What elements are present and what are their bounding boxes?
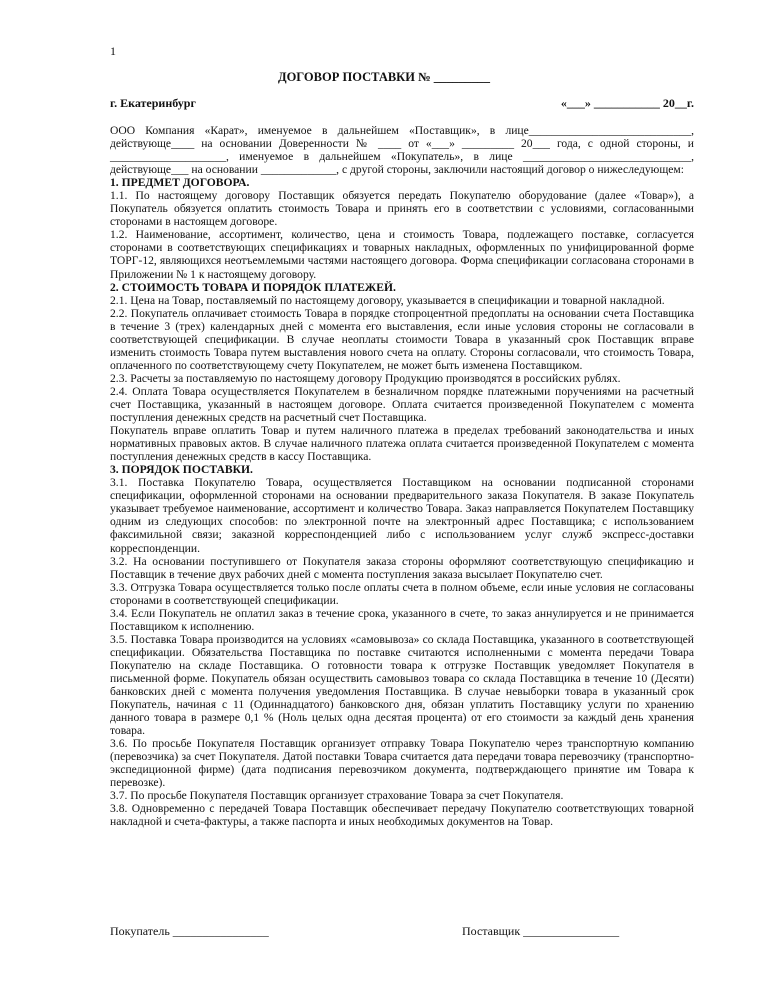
clause: 3.1. Поставка Покупателю Товара, осуществляется Поставщиком на основании подписанной сторонами спецификации, оформленной сторонами на основании предварительного заказа Покупателя. В заказе Покупатель указывает требуемое наименование, ассортимент и количество Товара. Заказ направляется Покупателем Поставщику одним из следующих способов: по электронной почте на электронный адрес Поставщика; с использованием факсимильной связи; заказной корреспонденцией либо с использованием услуг служб экспресс-доставки корреспонденции. bbox=[110, 476, 694, 555]
section-heading: 3. ПОРЯДОК ПОСТАВКИ. bbox=[110, 463, 253, 477]
clause: 1.1. По настоящему договору Поставщик обязуется передать Покупателю оборудование (далее «Товар»), а Покупатель обязуется оплатить стоимость Товара и принять его в соответствии с условиями, согласованными сторонами в настоящем договоре. bbox=[110, 189, 694, 229]
clause: 3.7. По просьбе Покупателя Поставщик организует страхование Товара за счет Покупателя. bbox=[110, 789, 564, 803]
clause: 2.1. Цена на Товар, поставляемый по настоящему договору, указывается в спецификации и товарной накладной. bbox=[110, 293, 665, 307]
contract-city: г. Екатеринбург bbox=[110, 96, 196, 110]
document-title: ДОГОВОР ПОСТАВКИ № _________ bbox=[277, 70, 491, 84]
section-heading: 2. СТОИМОСТЬ ТОВАРА И ПОРЯДОК ПЛАТЕЖЕЙ. bbox=[110, 280, 396, 294]
supplier-signature: Поставщик ________________ bbox=[462, 924, 620, 938]
clause: 1.2. Наименование, ассортимент, количество, цена и стоимость Товара, подлежащего поставке, согласуется сторонами в соответствующих спецификациях и товарных накладных, оформленных по унифицированной форме ТОРГ-12, являющихся неотъемлемыми частями настоящего договора. Форма спецификации согласована сторонами в Приложении № 1 к настоящему договору. bbox=[110, 228, 694, 281]
clause: 3.8. Одновременно с передачей Товара Поставщик обеспечивает передачу Покупателю соответствующих товарной накладной и счета-фактуры, а также паспорта и иных необходимых документов на Товар. bbox=[110, 802, 694, 829]
clause: Покупатель вправе оплатить Товар и путем наличного платежа в пределах требований законодательства и иных нормативных правовых актов. В случае наличного платежа оплата считается произведенной Покупателем с момента поступления денежных средств в кассу Поставщика. bbox=[110, 424, 694, 464]
section-heading: 1. ПРЕДМЕТ ДОГОВОРА. bbox=[110, 176, 250, 190]
clause: 3.5. Поставка Товара производится на условиях «самовывоза» со склада Поставщика, указанного в соответствующей спецификации. Обязательства Поставщика по поставке считаются исполненными с момента передачи Товара Покупателю на складе Поставщика. О готовности товара к отгрузке Поставщик уведомляет Покупателя в письменной форме. Покупатель обязан осуществить самовывоз товара со склада Поставщика в течение 10 (Десяти) банковских дней с момента получения уведомления Поставщика. В случае невыборки товара в указанный срок Покупатель, начиная с 11 (Одиннадцатого) банковского дня, обязан уплатить Поставщику услуги по хранению данного товара в размере 0,1 % (Ноль целых одна десятая процента) от его стоимости за каждый день хранения товара. bbox=[110, 632, 694, 738]
document-body bbox=[110, 124, 694, 829]
preamble: ООО Компания «Карат», именуемое в дальнейшем «Поставщик», в лице____________________________, действующе____ на основании Доверенности № ____ от «___» _________ 20___ года, с одной стороны, и ____________________, именуемое в дальнейшем «Покупатель», в лице _____________________________, действующе___ на основании _____________, с другой стороны, заключили настоящий договор о нижеследующем: bbox=[110, 124, 694, 177]
clause: 2.4. Оплата Товара осуществляется Покупателем в безналичном порядке платежными поручениями на расчетный счет Поставщика, указанный в настоящем договоре. Оплата считается произведенной Покупателем с момента поступления денежных средств на расчетный счет Поставщика. bbox=[110, 384, 694, 425]
page-number: 1 bbox=[110, 44, 116, 58]
contract-date: «___» ___________ 20__г. bbox=[560, 96, 694, 110]
clause: 3.3. Отгрузка Товара осуществляется только после оплаты счета в полном объеме, если иные условия не согласованы сторонами в соответствующей спецификации. bbox=[110, 580, 694, 607]
buyer-signature: Покупатель ________________ bbox=[110, 924, 269, 938]
clause: 3.6. По просьбе Покупателя Поставщик организует отправку Товара Покупателю через транспортную компанию (перевозчика) за счет Покупателя. Датой поставки Товара считается дата передачи товара перевозчику (транспортно-экспедиционной фирме) (дата подписания перевозчиком документа, подтверждающего принятие им Товара к перевозке). bbox=[110, 737, 694, 790]
clause: 3.2. На основании поступившего от Покупателя заказа стороны оформляют соответствующую спецификацию и Поставщик в течение двух рабочих дней с момента поступления заказа высылает Покупателю счет. bbox=[110, 554, 694, 581]
clause: 3.4. Если Покупатель не оплатил заказ в течение срока, указанного в счете, то заказ аннулируется и не принимается Поставщиком к исполнению. bbox=[110, 606, 694, 633]
clause: 2.3. Расчеты за поставляемую по настоящему договору Продукцию производятся в российских рублях. bbox=[110, 371, 621, 385]
clause: 2.2. Покупатель оплачивает стоимость Товара в порядке стопроцентной предоплаты на основании счета Поставщика в течение 3 (трех) календарных дней с момента его выставления, если иные условия стороны не согласовали в соответствующей спецификации. В случае неоплаты стоимости Товара в указанный срок Поставщик вправе изменить стоимость Товара путем выставления нового счета на оплату. Стороны согласовали, что стоимость Товара, оплаченного по соответствующему счету Покупателем, не может быть изменена Поставщиком. bbox=[110, 306, 694, 372]
